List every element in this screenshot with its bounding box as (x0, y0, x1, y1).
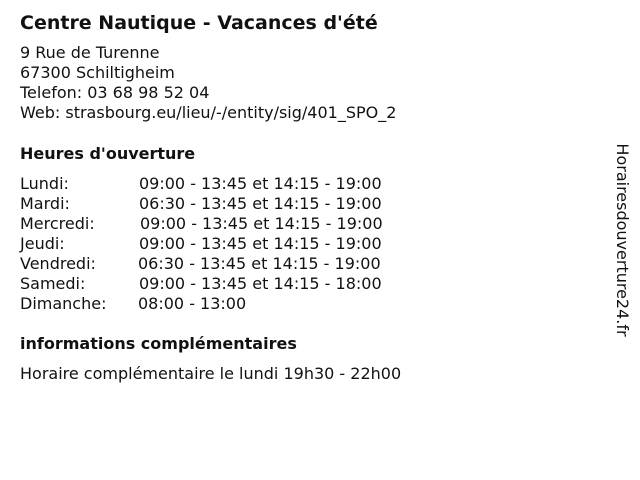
day-label: Mercredi: (20, 214, 95, 233)
hours-row-wednesday (20, 214, 460, 234)
additional-info-text: Horaire complémentaire le lundi 19h30 - 22h00 (20, 364, 402, 383)
opening-hours-table (20, 174, 460, 314)
address-block (20, 43, 396, 123)
time-range: 06:30 - 13:45 et 14:15 - 19:00 (139, 194, 382, 213)
city-address: 67300 Schiltigheim (20, 63, 175, 82)
page-title: Centre Nautique - Vacances d'été (20, 12, 378, 34)
day-label: Lundi: (20, 174, 69, 193)
phone-number: Telefon: 03 68 98 52 04 (20, 83, 210, 102)
website-link: Web: strasbourg.eu/lieu/-/entity/sig/401_SPO_2 (20, 103, 397, 122)
time-range: 09:00 - 13:45 et 14:15 - 19:00 (140, 214, 383, 233)
time-range: 06:30 - 13:45 et 14:15 - 19:00 (138, 254, 381, 273)
time-range: 09:00 - 13:45 et 14:15 - 19:00 (139, 174, 382, 193)
day-label: Mardi: (20, 194, 70, 213)
day-label: Dimanche: (20, 294, 107, 313)
time-range: 09:00 - 13:45 et 14:15 - 18:00 (139, 274, 382, 293)
hours-row-thursday (20, 234, 460, 254)
opening-hours-heading: Heures d'ouverture (20, 144, 196, 163)
day-label: Samedi: (20, 274, 86, 293)
hours-row-monday (20, 174, 460, 194)
additional-info-heading: informations complémentaires (20, 334, 297, 353)
hours-row-tuesday (20, 194, 460, 214)
time-range: 09:00 - 13:45 et 14:15 - 19:00 (139, 234, 382, 253)
hours-row-friday (20, 254, 460, 274)
day-label: Jeudi: (20, 234, 65, 253)
day-label: Vendredi: (20, 254, 96, 273)
site-watermark: Horairesdouverture24.fr (613, 143, 632, 337)
hours-row-sunday (20, 294, 460, 314)
hours-row-saturday (20, 274, 460, 294)
street-address: 9 Rue de Turenne (20, 43, 160, 62)
time-range: 08:00 - 13:00 (138, 294, 247, 313)
